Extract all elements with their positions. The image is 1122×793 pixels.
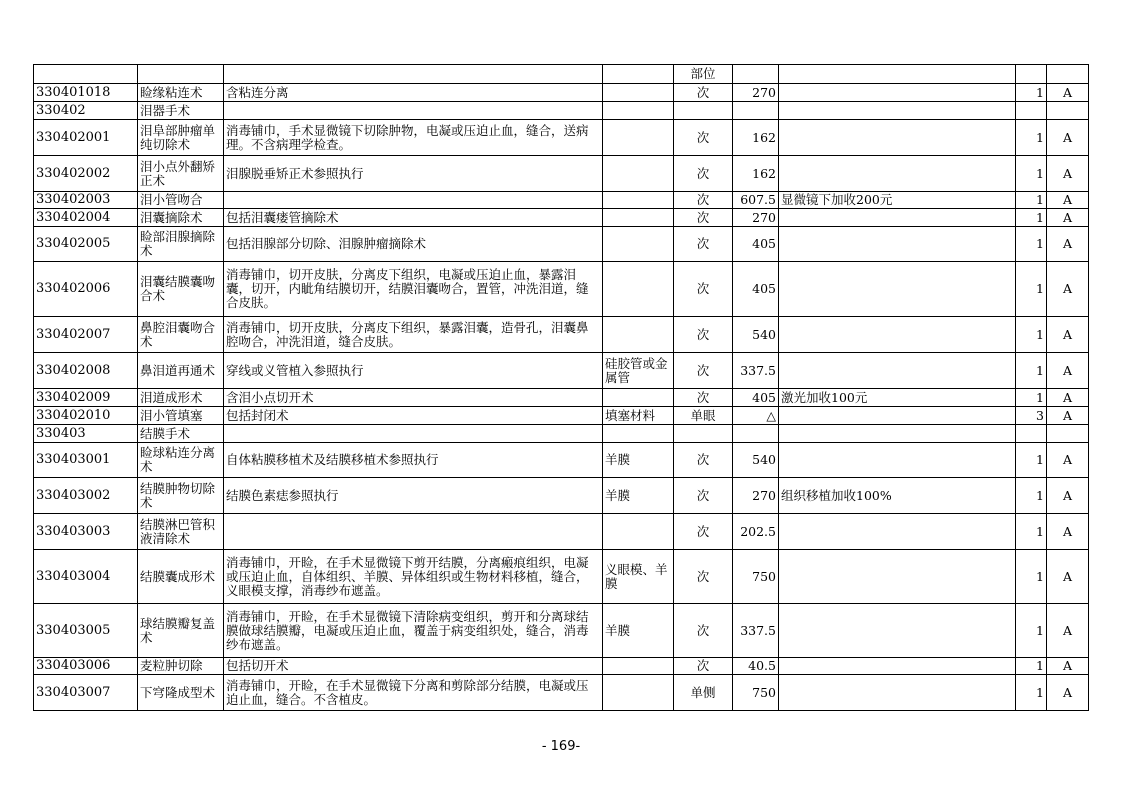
unit-cell: 次	[674, 604, 733, 658]
item-name-cell: 下穹隆成型术	[138, 675, 224, 711]
excluded-cell: 羊膜	[603, 478, 674, 514]
note-cell	[779, 209, 1016, 227]
code-cell: 330403001	[34, 443, 138, 478]
table-row	[34, 675, 1089, 711]
ratio-cell: 1	[1016, 478, 1047, 514]
unit-cell: 次	[674, 192, 733, 209]
ratio-cell: 1	[1016, 514, 1047, 550]
price-cell: 405	[733, 262, 779, 317]
class-cell: A	[1047, 478, 1089, 514]
table-row	[34, 84, 1089, 102]
ratio-cell: 1	[1016, 604, 1047, 658]
table-row	[34, 353, 1089, 389]
note-cell	[779, 658, 1016, 675]
unit-cell: 次	[674, 550, 733, 604]
code-cell: 330402	[34, 102, 138, 120]
class-cell: A	[1047, 658, 1089, 675]
excluded-cell: 硅胶管或金属管	[603, 353, 674, 389]
price-cell: 750	[733, 675, 779, 711]
price-cell: △	[733, 407, 779, 425]
item-name-cell: 结膜淋巴管积液清除术	[138, 514, 224, 550]
ratio-cell: 1	[1016, 443, 1047, 478]
excluded-cell	[603, 120, 674, 156]
ratio-cell: 1	[1016, 262, 1047, 317]
code-cell: 330401018	[34, 84, 138, 102]
excluded-cell	[603, 192, 674, 209]
price-cell: 337.5	[733, 353, 779, 389]
class-cell	[1047, 425, 1089, 443]
table-row	[34, 550, 1089, 604]
ratio-cell	[1016, 102, 1047, 120]
note-cell	[779, 156, 1016, 192]
price-cell	[733, 102, 779, 120]
item-content-cell	[224, 192, 603, 209]
item-name-cell: 睑球粘连分离术	[138, 443, 224, 478]
class-cell: A	[1047, 675, 1089, 711]
blank-cell	[733, 65, 779, 84]
ratio-cell: 1	[1016, 658, 1047, 675]
price-cell: 607.5	[733, 192, 779, 209]
item-name-cell: 泪小点外翻矫正术	[138, 156, 224, 192]
item-content-cell	[224, 425, 603, 443]
class-cell: A	[1047, 407, 1089, 425]
table-row	[34, 227, 1089, 262]
blank-cell	[779, 65, 1016, 84]
ratio-cell: 1	[1016, 675, 1047, 711]
item-content-cell: 自体粘膜移植术及结膜移植术参照执行	[224, 443, 603, 478]
item-name-cell: 泪小管填塞	[138, 407, 224, 425]
item-content-cell	[224, 102, 603, 120]
class-cell: A	[1047, 389, 1089, 407]
table-row	[34, 262, 1089, 317]
price-cell	[733, 425, 779, 443]
item-content-cell: 消毒铺巾，切开皮肤，分离皮下组织，电凝或压迫止血，暴露泪囊，切开，内眦角结膜切开，结膜泪囊吻合，置管，冲洗泪道，缝合皮肤。	[224, 262, 603, 317]
class-cell: A	[1047, 120, 1089, 156]
item-name-cell: 鼻腔泪囊吻合术	[138, 317, 224, 353]
excluded-cell	[603, 389, 674, 407]
item-content-cell: 消毒铺巾，开睑，在手术显微镜下分离和剪除部分结膜，电凝或压迫止血，缝合。不含植皮。	[224, 675, 603, 711]
unit-cell	[674, 102, 733, 120]
item-content-cell: 结膜色素痣参照执行	[224, 478, 603, 514]
unit-cell: 次	[674, 478, 733, 514]
class-cell: A	[1047, 550, 1089, 604]
class-cell: A	[1047, 156, 1089, 192]
note-cell	[779, 84, 1016, 102]
unit-cell: 次	[674, 84, 733, 102]
note-cell	[779, 604, 1016, 658]
price-cell: 405	[733, 227, 779, 262]
item-content-cell: 包括泪腺部分切除、泪腺肿瘤摘除术	[224, 227, 603, 262]
excluded-cell	[603, 658, 674, 675]
fee-schedule-body	[34, 65, 1089, 711]
code-cell: 330402009	[34, 389, 138, 407]
code-cell: 330403	[34, 425, 138, 443]
item-name-cell: 泪小管吻合	[138, 192, 224, 209]
item-content-cell: 消毒铺巾，开睑，在手术显微镜下清除病变组织，剪开和分离球结膜做球结膜瓣，电凝或压迫止血，覆盖于病变组织处，缝合，消毒纱布遮盖。	[224, 604, 603, 658]
unit-cell: 单眼	[674, 407, 733, 425]
excluded-cell: 义眼模、羊膜	[603, 550, 674, 604]
ratio-cell	[1016, 425, 1047, 443]
class-cell: A	[1047, 192, 1089, 209]
price-cell: 270	[733, 478, 779, 514]
price-cell: 202.5	[733, 514, 779, 550]
table-row	[34, 407, 1089, 425]
price-cell: 540	[733, 317, 779, 353]
excluded-cell: 羊膜	[603, 443, 674, 478]
excluded-cell: 羊膜	[603, 604, 674, 658]
item-content-cell: 含粘连分离	[224, 84, 603, 102]
code-cell: 330402005	[34, 227, 138, 262]
unit-cell	[674, 425, 733, 443]
item-name-cell: 结膜肿物切除术	[138, 478, 224, 514]
item-content-cell: 穿线或义管植入参照执行	[224, 353, 603, 389]
price-cell: 270	[733, 209, 779, 227]
excluded-cell	[603, 84, 674, 102]
excluded-cell: 填塞材料	[603, 407, 674, 425]
item-content-cell	[224, 514, 603, 550]
ratio-cell: 3	[1016, 407, 1047, 425]
blank-cell	[1047, 65, 1089, 84]
excluded-cell	[603, 317, 674, 353]
class-cell	[1047, 102, 1089, 120]
table-row	[34, 317, 1089, 353]
code-cell: 330402001	[34, 120, 138, 156]
unit-cell: 次	[674, 227, 733, 262]
excluded-cell	[603, 675, 674, 711]
unit-cell: 次	[674, 156, 733, 192]
price-cell: 162	[733, 156, 779, 192]
table-row	[34, 102, 1089, 120]
note-cell: 组织移植加收100%	[779, 478, 1016, 514]
table-row	[34, 120, 1089, 156]
unit-cell: 次	[674, 353, 733, 389]
item-name-cell: 鼻泪道再通术	[138, 353, 224, 389]
note-cell	[779, 443, 1016, 478]
item-content-cell: 包括泪囊瘘管摘除术	[224, 209, 603, 227]
table-row	[34, 425, 1089, 443]
excluded-cell	[603, 156, 674, 192]
note-cell	[779, 514, 1016, 550]
page-number: - 169-	[541, 739, 581, 754]
item-content-cell: 包括切开术	[224, 658, 603, 675]
note-cell	[779, 262, 1016, 317]
unit-cell: 次	[674, 658, 733, 675]
item-content-cell: 泪腺脱垂矫正术参照执行	[224, 156, 603, 192]
unit-cell: 次	[674, 209, 733, 227]
excluded-cell	[603, 102, 674, 120]
ratio-cell: 1	[1016, 120, 1047, 156]
excluded-cell	[603, 514, 674, 550]
note-cell	[779, 227, 1016, 262]
code-cell: 330402008	[34, 353, 138, 389]
code-cell: 330403005	[34, 604, 138, 658]
item-name-cell: 结膜囊成形术	[138, 550, 224, 604]
price-cell: 40.5	[733, 658, 779, 675]
class-cell: A	[1047, 209, 1089, 227]
note-cell	[779, 317, 1016, 353]
class-cell: A	[1047, 262, 1089, 317]
code-cell: 330403006	[34, 658, 138, 675]
blank-cell	[224, 65, 603, 84]
blank-cell	[603, 65, 674, 84]
class-cell: A	[1047, 227, 1089, 262]
fee-schedule-table	[33, 64, 1089, 711]
blank-cell	[138, 65, 224, 84]
excluded-cell	[603, 425, 674, 443]
unit-cell: 次	[674, 443, 733, 478]
table-row	[34, 156, 1089, 192]
table-row	[34, 658, 1089, 675]
unit-cell: 次	[674, 514, 733, 550]
item-name-cell: 泪道成形术	[138, 389, 224, 407]
unit-cell: 次	[674, 120, 733, 156]
ratio-cell: 1	[1016, 192, 1047, 209]
item-name-cell: 球结膜瓣复盖术	[138, 604, 224, 658]
excluded-cell	[603, 262, 674, 317]
table-row	[34, 514, 1089, 550]
unit-cell: 次	[674, 317, 733, 353]
table-row	[34, 389, 1089, 407]
ratio-cell: 1	[1016, 317, 1047, 353]
price-cell: 750	[733, 550, 779, 604]
code-cell: 330403002	[34, 478, 138, 514]
item-content-cell: 包括封闭术	[224, 407, 603, 425]
note-cell	[779, 353, 1016, 389]
class-cell: A	[1047, 514, 1089, 550]
ratio-cell: 1	[1016, 227, 1047, 262]
table-row	[34, 478, 1089, 514]
item-content-cell: 消毒铺巾，手术显微镜下切除肿物，电凝或压迫止血，缝合，送病理。不含病理学检查。	[224, 120, 603, 156]
price-cell: 405	[733, 389, 779, 407]
item-name-cell: 泪阜部肿瘤单纯切除术	[138, 120, 224, 156]
table-row	[34, 192, 1089, 209]
class-cell: A	[1047, 84, 1089, 102]
unit-cell: 次	[674, 389, 733, 407]
class-cell: A	[1047, 317, 1089, 353]
price-cell: 337.5	[733, 604, 779, 658]
item-name-cell: 睑缘粘连术	[138, 84, 224, 102]
table-row	[34, 209, 1089, 227]
note-cell	[779, 550, 1016, 604]
item-name-cell: 睑部泪腺摘除术	[138, 227, 224, 262]
note-cell	[779, 425, 1016, 443]
unit-cell: 单侧	[674, 675, 733, 711]
code-cell: 330402003	[34, 192, 138, 209]
note-cell	[779, 102, 1016, 120]
table-row	[34, 604, 1089, 658]
note-cell	[779, 407, 1016, 425]
table-row	[34, 443, 1089, 478]
note-cell	[779, 675, 1016, 711]
item-name-cell: 泪囊结膜囊吻合术	[138, 262, 224, 317]
item-name-cell: 麦粒肿切除	[138, 658, 224, 675]
code-cell: 330402004	[34, 209, 138, 227]
note-cell	[779, 120, 1016, 156]
note-cell: 显微镜下加收200元	[779, 192, 1016, 209]
code-cell: 330402002	[34, 156, 138, 192]
class-cell: A	[1047, 443, 1089, 478]
price-cell: 270	[733, 84, 779, 102]
item-content-cell: 消毒铺巾，开睑，在手术显微镜下剪开结膜，分离瘢痕组织，电凝或压迫止血，自体组织、羊膜、异体组织或生物材料移植，缝合，义眼模支撑，消毒纱布遮盖。	[224, 550, 603, 604]
excluded-cell	[603, 227, 674, 262]
code-cell: 330402007	[34, 317, 138, 353]
item-content-cell: 消毒铺巾，切开皮肤，分离皮下组织，暴露泪囊，造骨孔，泪囊鼻腔吻合，冲洗泪道，缝合皮肤。	[224, 317, 603, 353]
item-name-cell: 结膜手术	[138, 425, 224, 443]
blank-cell	[34, 65, 138, 84]
unit-cell: 次	[674, 262, 733, 317]
code-cell: 330402006	[34, 262, 138, 317]
price-cell: 540	[733, 443, 779, 478]
code-cell: 330403003	[34, 514, 138, 550]
ratio-cell: 1	[1016, 353, 1047, 389]
price-cell: 162	[733, 120, 779, 156]
note-cell: 激光加收100元	[779, 389, 1016, 407]
item-content-cell: 含泪小点切开术	[224, 389, 603, 407]
unit-header-cell: 部位	[674, 65, 733, 84]
class-cell: A	[1047, 353, 1089, 389]
class-cell: A	[1047, 604, 1089, 658]
item-name-cell: 泪囊摘除术	[138, 209, 224, 227]
ratio-cell: 1	[1016, 156, 1047, 192]
code-cell: 330403004	[34, 550, 138, 604]
code-cell: 330403007	[34, 675, 138, 711]
blank-cell	[1016, 65, 1047, 84]
header-row	[34, 65, 1089, 84]
excluded-cell	[603, 209, 674, 227]
code-cell: 330402010	[34, 407, 138, 425]
ratio-cell: 1	[1016, 389, 1047, 407]
item-name-cell: 泪器手术	[138, 102, 224, 120]
ratio-cell: 1	[1016, 209, 1047, 227]
ratio-cell: 1	[1016, 550, 1047, 604]
ratio-cell: 1	[1016, 84, 1047, 102]
